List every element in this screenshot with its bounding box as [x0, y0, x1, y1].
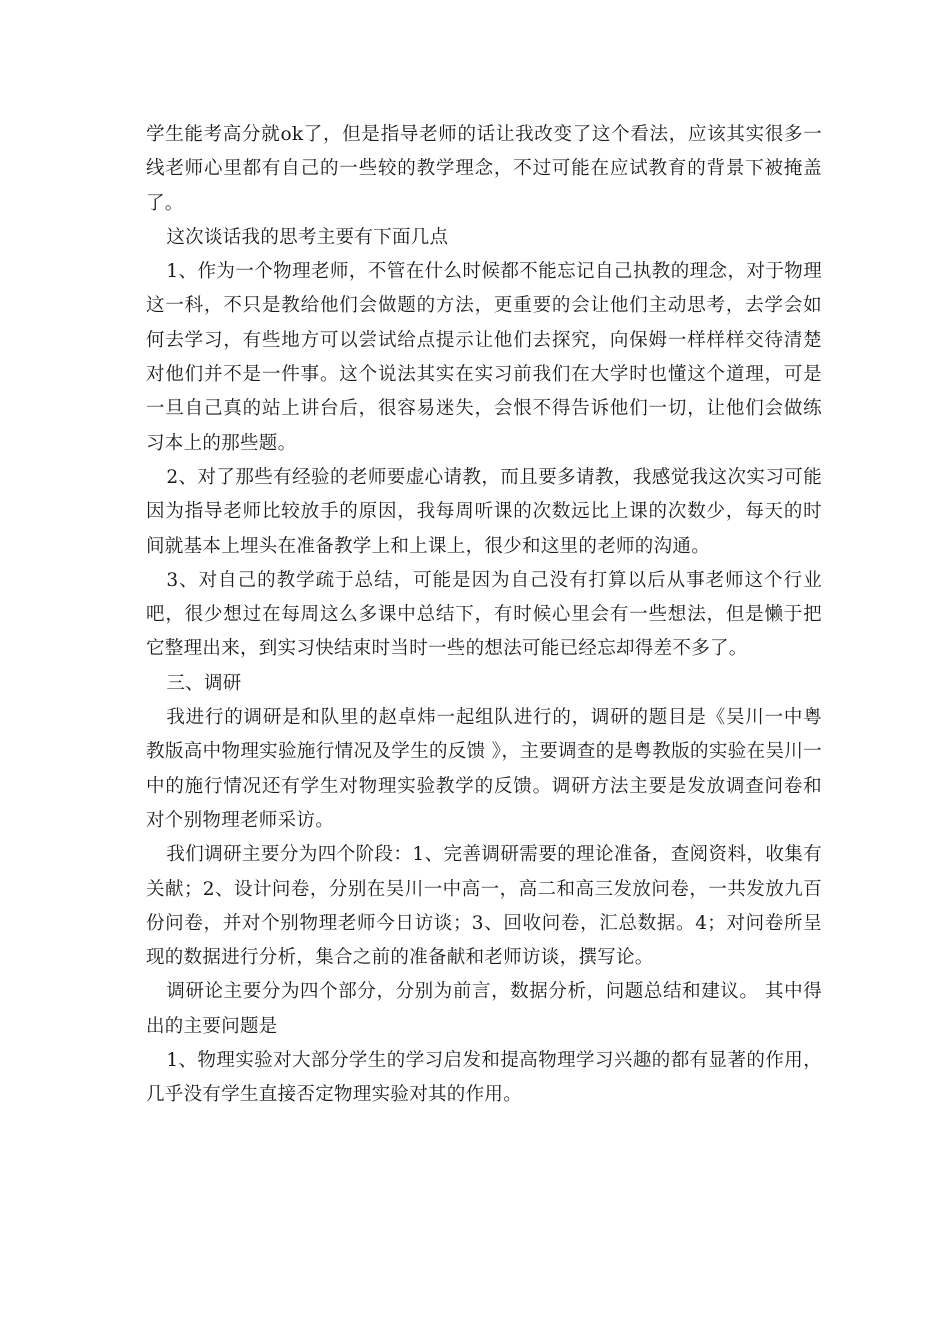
document-body: [146, 118, 822, 1113]
paragraph-1: 学生能考高分就ok了，但是指导老师的话让我改变了这个看法，应该其实很多一线老师心里都有自己的一些较的教学理念，不过可能在应试教育的背景下被掩盖了。: [146, 124, 822, 214]
paragraph-4: 2、对了那些有经验的老师要虚心请教，而且要多请教，我感觉我这次实习可能因为指导老师比较放手的原因，我每周听课的次数远比上课的次数少，每天的时间就基本上埋头在准备教学上和上课上，很少和这里的老师的沟通。: [146, 466, 822, 557]
paragraph-7: 我进行的调研是和队里的赵卓炜一起组队进行的，调研的题目是《吴川一中粤教版高中物理实验施行情况及学生的反馈 》，主要调查的是粤教版的实验在吴川一中的施行情况还有学生对物理实验教学的反馈。调研方法主要是发放调查问卷和对个别物理老师采访。: [146, 707, 822, 831]
section-heading-research: 三、调研: [166, 672, 242, 694]
paragraph-3: 1、作为一个物理老师，不管在什么时候都不能忘记自己执教的理念，对于物理这一科，不只是教给他们会做题的方法，更重要的会让他们主动思考，去学会如何去学习，有些地方可以尝试给点提示让他们去探究，向保姆一样样样交待清楚对他们并不是一件事。这个说法其实在实习前我们在大学时也懂这个道理，可是一旦自己真的站上讲台后，很容易迷失，会恨不得告诉他们一切，让他们会做练习本上的那些题。: [146, 261, 822, 454]
paragraph-5: 3、对自己的教学疏于总结，可能是因为自己没有打算以后从事老师这个行业吧，很少想过在每周这么多课中总结下，有时候心里会有一些想法，但是懒于把它整理出来，到实习快结束时当时一些的想法可能已经忘却得差不多了。: [146, 569, 822, 660]
paragraph-8: 我们调研主要分为四个阶段：1、完善调研需要的理论准备，查阅资料，收集有关献；2、设计问卷，分别在吴川一中高一，高二和高三发放问卷，一共发放九百份问卷，并对个别物理老师今日访谈；3、回收问卷，汇总数据。4；对问卷所呈现的数据进行分析，集合之前的准备献和老师访谈，撰写论。: [146, 844, 822, 969]
paragraph-9: 调研论主要分为四个部分，分别为前言，数据分析，问题总结和建议。 其中得出的主要问题是: [146, 981, 822, 1037]
paragraph-10: 1、物理实验对大部分学生的学习启发和提高物理学习兴趣的都有显著的作用，几乎没有学生直接否定物理实验对其的作用。: [146, 1050, 822, 1106]
paragraph-2: 这次谈话我的思考主要有下面几点: [166, 226, 449, 248]
